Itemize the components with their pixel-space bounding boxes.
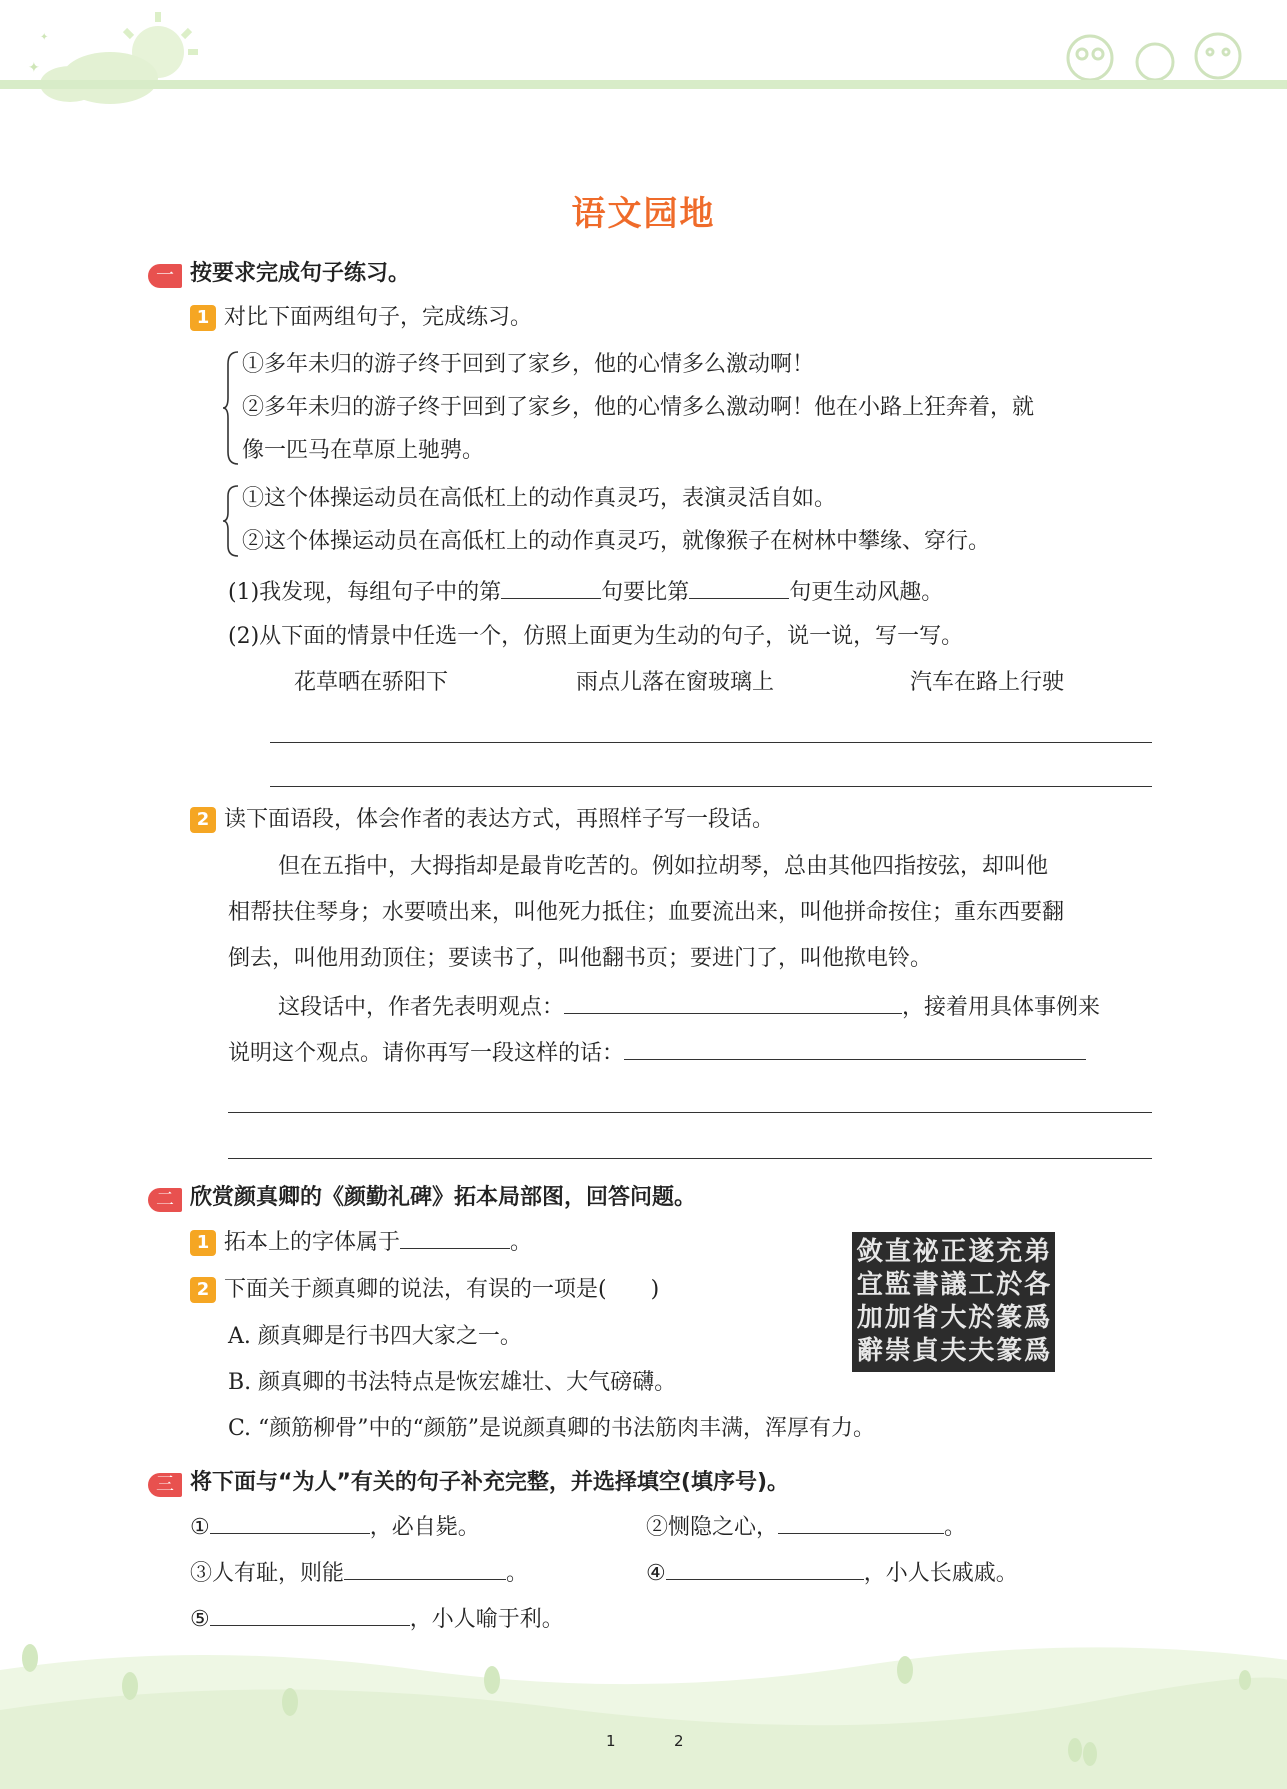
section1-badge: 一: [148, 264, 182, 288]
idiom-item-1: [190, 1511, 480, 1543]
s2-q2-number: 2: [190, 1277, 216, 1303]
rubbing-char: 辭: [856, 1336, 883, 1366]
idiom-item-prefix: ④: [646, 1561, 666, 1586]
option-c: C. “颜筋柳骨”中的“颜筋”是说颜真卿的书法筋肉丰满，浑厚有力。: [228, 1416, 876, 1441]
svg-text:✦: ✦: [28, 60, 40, 76]
option-a: A. 颜真卿是行书四大家之一。: [228, 1324, 522, 1349]
brace-group1: [222, 350, 240, 466]
answer-line[interactable]: [270, 786, 1152, 787]
section2-title: 欣赏颜真卿的《颜勤礼碑》拓本局部图，回答问题。: [190, 1185, 697, 1210]
scene-3: 汽车在路上行驶: [910, 670, 1065, 695]
rubbing-char: 宜: [856, 1270, 883, 1300]
rubbing-char: 崇: [884, 1336, 911, 1366]
q1-number: 1: [190, 305, 216, 331]
header-divider: [0, 80, 1287, 89]
q2-heading: [190, 805, 774, 835]
brace-group2: [222, 484, 240, 558]
page-title: 语文园地: [571, 194, 716, 234]
q1-sub1-blank1[interactable]: [501, 576, 601, 599]
q2-number: 2: [190, 807, 216, 833]
option-b: B. 颜真卿的书法特点是恢宏雄壮、大气磅礴。: [228, 1370, 677, 1395]
q1-sub2: (2)从下面的情景中任选一个，仿照上面更为生动的句子，说一说，写一写。: [228, 624, 964, 649]
rubbing-char: 夫: [940, 1336, 967, 1366]
group1-sentence1: ①多年未归的游子终于回到了家乡，他的心情多么激动啊！: [242, 352, 815, 377]
idiom-item-3: [190, 1557, 528, 1589]
s2-q1-end: 。: [510, 1230, 533, 1255]
idiom-item-suffix: ，必自毙。: [369, 1515, 480, 1540]
rubbing-char: 遂: [968, 1237, 995, 1267]
q2-prompt-a: 这段话中，作者先表明观点：: [278, 995, 565, 1020]
s2-q1: [190, 1226, 532, 1258]
q2-prompt-1: [278, 991, 1100, 1023]
rubbing-char: 議: [940, 1270, 967, 1300]
idiom-item-4: [646, 1557, 1018, 1589]
s2-q1-text: 拓本上的字体属于: [224, 1230, 401, 1255]
rubbing-char: 監: [884, 1270, 911, 1300]
idiom-blank[interactable]: [210, 1603, 410, 1626]
q1-sub1-text-a: (1)我发现，每组句子中的第: [228, 580, 502, 605]
svg-text:✦: ✦: [40, 32, 49, 43]
group2-sentence1: ①这个体操运动员在高低杠上的动作真灵巧，表演灵活自如。: [242, 486, 837, 511]
rubbing-char: 工: [968, 1270, 995, 1300]
idiom-blank[interactable]: [778, 1511, 944, 1534]
q2-prompt-2: [228, 1037, 1086, 1069]
rubbing-char: 各: [1024, 1270, 1051, 1300]
rubbing-char: 祕: [912, 1237, 939, 1267]
idiom-item-suffix: ，小人喻于利。: [409, 1607, 564, 1632]
group1-sentence2-cont: 像一匹马在草原上驰骋。: [242, 438, 485, 463]
rubbing-char: 書: [912, 1270, 939, 1300]
q1-sub1-blank2[interactable]: [689, 576, 789, 599]
rubbing-char: 爲: [1024, 1303, 1051, 1333]
s2-q2: [190, 1275, 659, 1305]
animal-faces-icon: [1068, 34, 1240, 80]
idiom-blank[interactable]: [210, 1511, 370, 1534]
rubbing-char: 直: [884, 1237, 911, 1267]
section3-badge: 三: [148, 1473, 182, 1497]
rubbing-char: 夫: [968, 1336, 995, 1366]
rubbing-char: 貞: [912, 1336, 939, 1366]
rubbing-char: 篆: [996, 1336, 1023, 1366]
idiom-item-suffix: 。: [506, 1561, 529, 1586]
s2-q2-text: 下面关于颜真卿的说法，有误的一项是( ): [224, 1277, 660, 1302]
idiom-blank[interactable]: [666, 1557, 864, 1580]
section2-badge: 二: [148, 1188, 182, 1212]
idiom-item-suffix: ，小人长戚戚。: [863, 1561, 1018, 1586]
idiom-item-suffix: 。: [944, 1515, 967, 1540]
passage-line-2: 相帮扶住琴身；水要喷出来，叫他死力抵住；血要流出来，叫他拼命按住；重东西要翻: [228, 900, 1065, 925]
answer-line[interactable]: [228, 1158, 1152, 1159]
scene-1: 花草晒在骄阳下: [294, 670, 449, 695]
q1-sub1-text-c: 句更生动风趣。: [789, 580, 944, 605]
rubbing-char: 大: [940, 1303, 967, 1333]
rubbing-char: 於: [996, 1270, 1023, 1300]
footer-landscape: [0, 1630, 1287, 1789]
rubbing-char: 敛: [856, 1237, 883, 1267]
q1-sub1: [228, 576, 943, 608]
idiom-item-prefix: ③人有耻，则能: [190, 1561, 345, 1586]
stele-rubbing-image: [852, 1232, 1055, 1372]
idiom-item-prefix: ⑤: [190, 1607, 210, 1632]
rubbing-char: 加: [884, 1303, 911, 1333]
s2-q1-blank[interactable]: [400, 1226, 510, 1249]
header-decoration: [0, 0, 1287, 120]
rubbing-char: 加: [856, 1303, 883, 1333]
idiom-blank[interactable]: [344, 1557, 506, 1580]
rubbing-char: 充: [996, 1237, 1023, 1267]
section2-heading: [148, 1180, 696, 1212]
answer-line[interactable]: [270, 742, 1152, 743]
q1-heading: [190, 303, 532, 333]
passage-line-3: 倒去，叫他用劲顶住；要读书了，叫他翻书页；要进门了，叫他揿电铃。: [228, 946, 933, 971]
q1-sub1-text-b: 句要比第: [601, 580, 690, 605]
group1-sentence2: ②多年未归的游子终于回到了家乡，他的心情多么激动啊！他在小路上狂奔着，就: [242, 395, 1035, 420]
section1-title: 按要求完成句子练习。: [190, 261, 411, 286]
q2-text: 读下面语段，体会作者的表达方式，再照样子写一段话。: [224, 807, 775, 832]
section3-title: 将下面与“为人”有关的句子补充完整，并选择填空(填序号)。: [190, 1470, 790, 1495]
idiom-item-prefix: ②恻隐之心，: [646, 1515, 779, 1540]
rubbing-char: 於: [968, 1303, 995, 1333]
rubbing-char: 爲: [1024, 1336, 1051, 1366]
scene-2: 雨点儿落在窗玻璃上: [576, 670, 775, 695]
q2-prompt-c: 说明这个观点。请你再写一段这样的话：: [228, 1041, 625, 1066]
answer-line[interactable]: [228, 1112, 1152, 1113]
q2-prompt-b: ，接着用具体事例来: [902, 995, 1101, 1020]
q1-text: 对比下面两组句子，完成练习。: [224, 305, 533, 330]
rubbing-char: 弟: [1024, 1237, 1051, 1267]
passage-line-1: 但在五指中，大拇指却是最肯吃苦的。例如拉胡琴，总由其他四指按弦，却叫他: [278, 854, 1049, 879]
q2-viewpoint-blank[interactable]: [564, 991, 902, 1014]
sun-cloud-icon: [28, 12, 198, 104]
rubbing-char: 省: [912, 1303, 939, 1333]
s2-q1-number: 1: [190, 1230, 216, 1256]
page-number-left: 1: [606, 1732, 616, 1750]
section3-heading: [148, 1465, 789, 1497]
rubbing-char: 篆: [996, 1303, 1023, 1333]
page-number-right: 2: [674, 1732, 684, 1750]
idiom-item-prefix: ①: [190, 1515, 210, 1540]
section1-heading: [148, 256, 410, 288]
rubbing-char: 正: [940, 1237, 967, 1267]
q2-writing-blank[interactable]: [624, 1037, 1086, 1060]
idiom-item-2: [646, 1511, 966, 1543]
group2-sentence2: ②这个体操运动员在高低杠上的动作真灵巧，就像猴子在树林中攀缘、穿行。: [242, 529, 991, 554]
